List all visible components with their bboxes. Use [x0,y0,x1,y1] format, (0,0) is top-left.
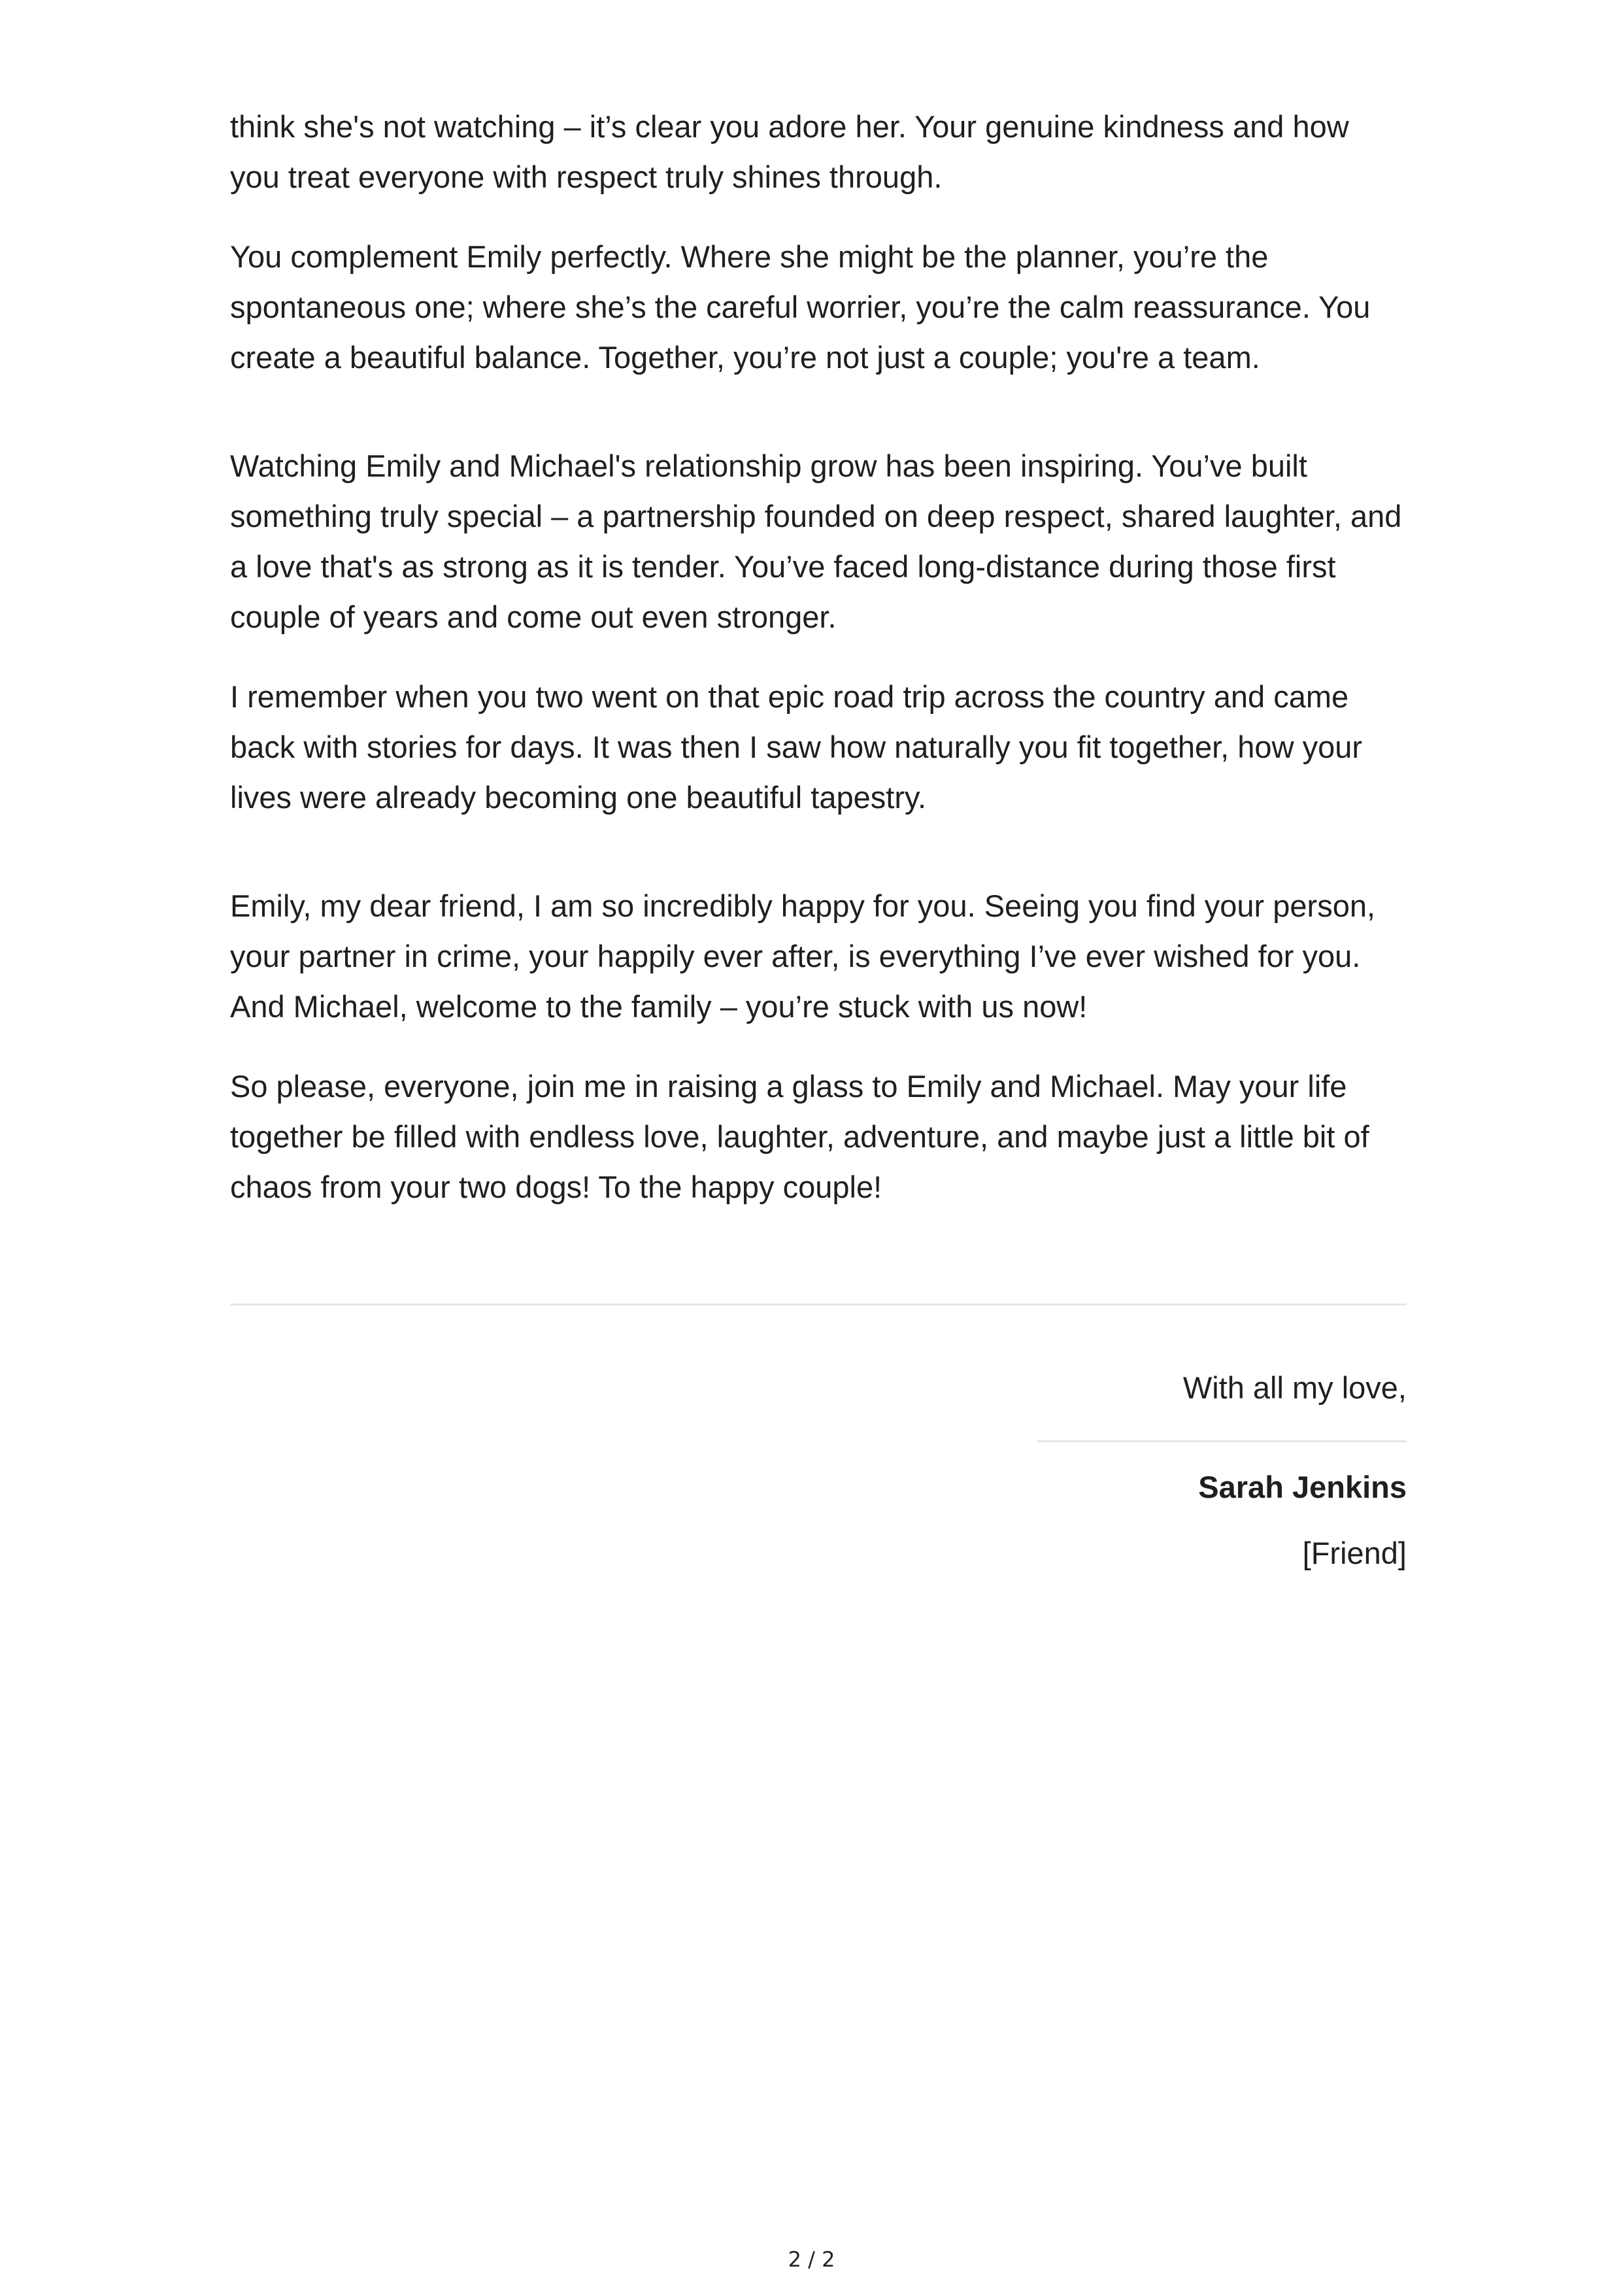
paragraph: You complement Emily perfectly. Where she might be the planner, you’re the spontaneous one; where she’s the careful worrier, you’re the calm reassurance. You create a beautiful balance. Together, you’re not just a couple; you're a team. [230,239,1371,375]
paragraph: think she's not watching – it’s clear you adore her. Your genuine kindness and how you treat everyone with respect truly shines through. [230,109,1349,194]
paragraph: Emily, my dear friend, I am so incredibly happy for you. Seeing you find your person, your partner in crime, your happily ever after, is everything I’ve ever wished for you. And Michael, welcome to the family – you’re stuck with us now! [230,888,1376,1024]
paragraph: I remember when you two went on that epic road trip across the country and came back with stories for days. It was then I saw how naturally you fit together, how your lives were already becoming one beautiful tapestry. [230,679,1363,815]
closing-salutation: With all my love, [1182,1370,1407,1405]
signer-role: [Friend] [1302,1536,1407,1570]
signer-name: Sarah Jenkins [1198,1470,1407,1504]
letter-body [230,101,1407,1573]
signature-block [230,1306,1407,1573]
page-number: 2 / 2 [788,2247,835,2272]
paragraph: Watching Emily and Michael's relationship grow has been inspiring. You’ve built something truly special – a partnership founded on deep respect, shared laughter, and a love that's as strong as it is tender. You’ve faced long-distance during those first couple of years and come out even stronger. [230,448,1402,634]
paragraph: So please, everyone, join me in raising a glass to Emily and Michael. May your life together be filled with endless love, laughter, adventure, and maybe just a little bit of chaos from your two dogs! To the happy couple! [230,1069,1369,1204]
